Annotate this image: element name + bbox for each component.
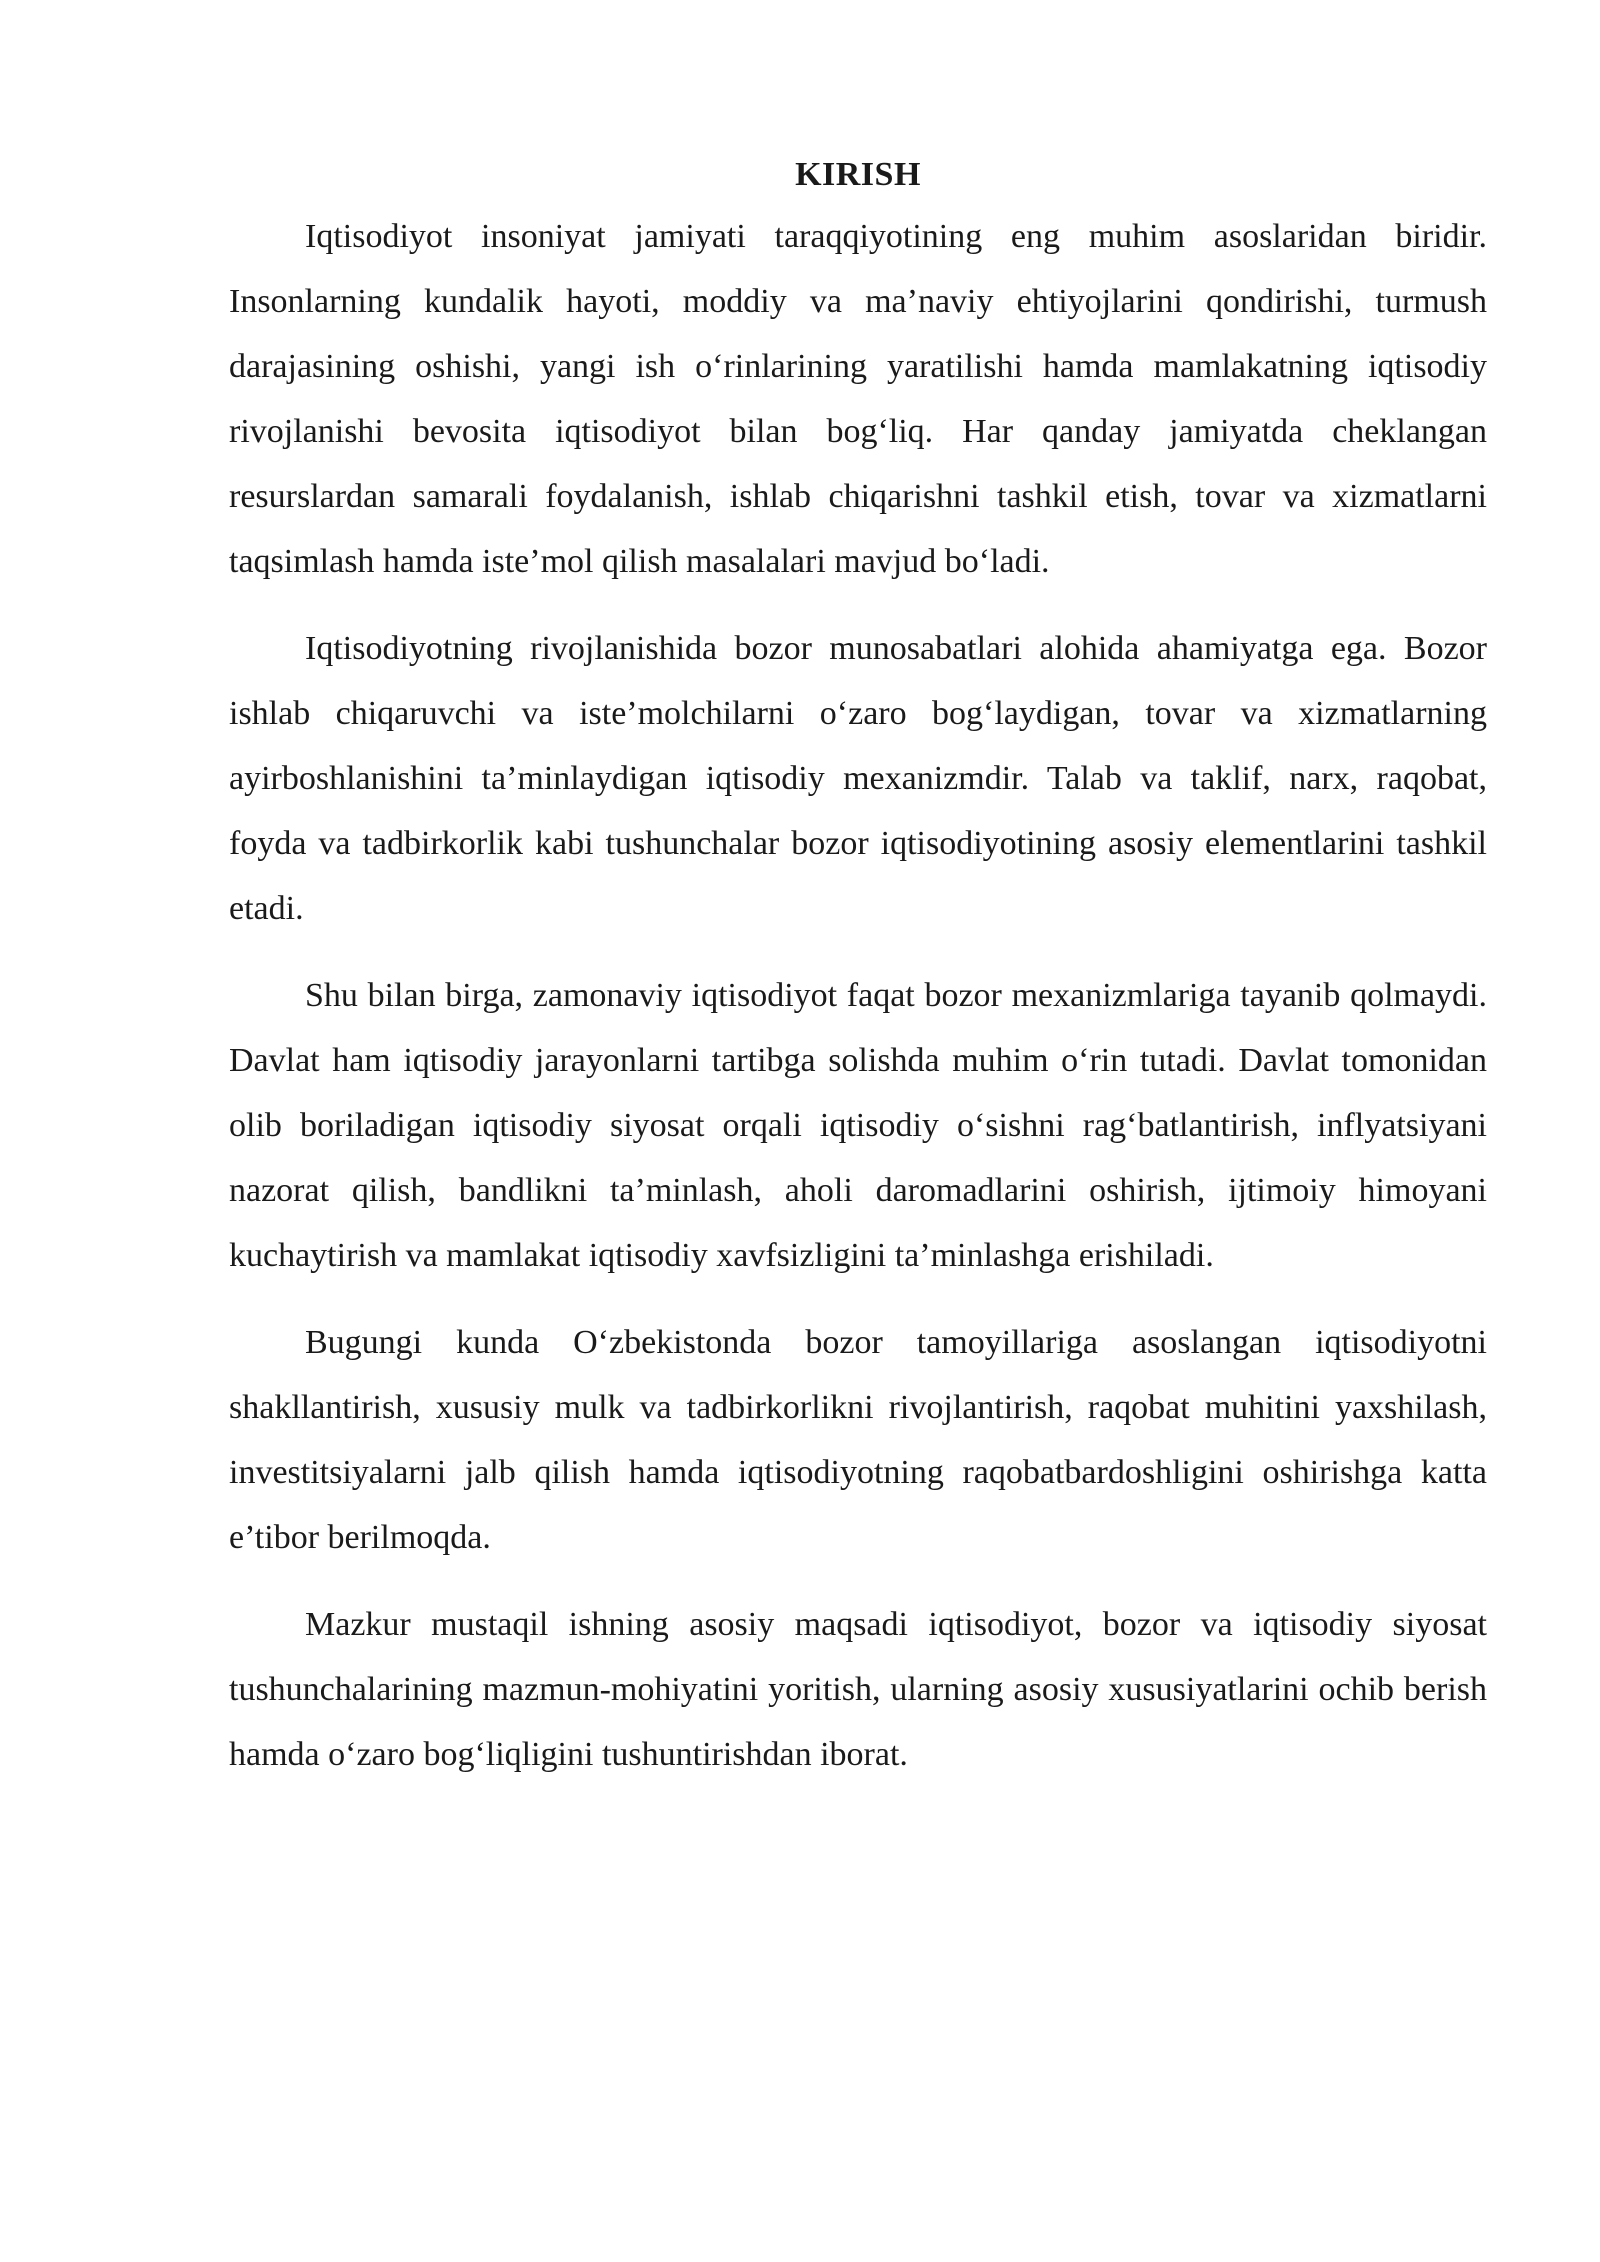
paragraph-4: Bugungi kunda O‘zbekistonda bozor tamoyillariga asoslangan iqtisodiyotni shakllantirish, xususiy mulk va tadbirkorlikni rivojlantirish, raqobat muhitini yaxshilash, investitsiyalarni jalb qilish hamda iqtisodiyotning raqobatbardoshligini oshirishga katta e’tibor berilmoqda. bbox=[229, 1324, 1487, 1556]
document-body bbox=[229, 150, 1487, 1809]
paragraph-3: Shu bilan birga, zamonaviy iqtisodiyot faqat bozor mexanizmlariga tayanib qolmaydi. Davlat ham iqtisodiy jarayonlarni tartibga solishda muhim o‘rin tutadi. Davlat tomonidan olib boriladigan iqtisodiy siyosat orqali iqtisodiy o‘sishni rag‘batlantirish, inflyatsiyani nazorat qilish, bandlikni ta’minlash, aholi daromadlarini oshirish, ijtimoiy himoyani kuchaytirish va mamlakat iqtisodiy xavfsizligini ta’minlashga erishiladi. bbox=[229, 977, 1487, 1274]
paragraph-1: Iqtisodiyot insoniyat jamiyati taraqqiyotining eng muhim asoslaridan biridir. Insonlarning kundalik hayoti, moddiy va ma’naviy ehtiyojlarini qondirishi, turmush darajasining oshishi, yangi ish o‘rinlarining yaratilishi hamda mamlakatning iqtisodiy rivojlanishi bevosita iqtisodiyot bilan bog‘liq. Har qanday jamiyatda cheklangan resurslardan samarali foydalanish, ishlab chiqarishni tashkil etish, tovar va xizmatlarni taqsimlash hamda iste’mol qilish masalalari mavjud bo‘ladi. bbox=[229, 218, 1487, 580]
paragraph-2: Iqtisodiyotning rivojlanishida bozor munosabatlari alohida ahamiyatga ega. Bozor ishlab chiqaruvchi va iste’molchilarni o‘zaro bog‘laydigan, tovar va xizmatlarning ayirboshlanishini ta’minlaydigan iqtisodiy mexanizmdir. Talab va taklif, narx, raqobat, foyda va tadbirkorlik kabi tushunchalar bozor iqtisodiyotining asosiy elementlarini tashkil etadi. bbox=[229, 630, 1487, 927]
paragraph-5: Mazkur mustaqil ishning asosiy maqsadi iqtisodiyot, bozor va iqtisodiy siyosat tushunchalarining mazmun-mohiyatini yoritish, ularning asosiy xususiyatlarini ochib berish hamda o‘zaro bog‘liqligini tushuntirishdan iborat. bbox=[229, 1606, 1487, 1773]
section-title: KIRISH bbox=[795, 156, 921, 193]
